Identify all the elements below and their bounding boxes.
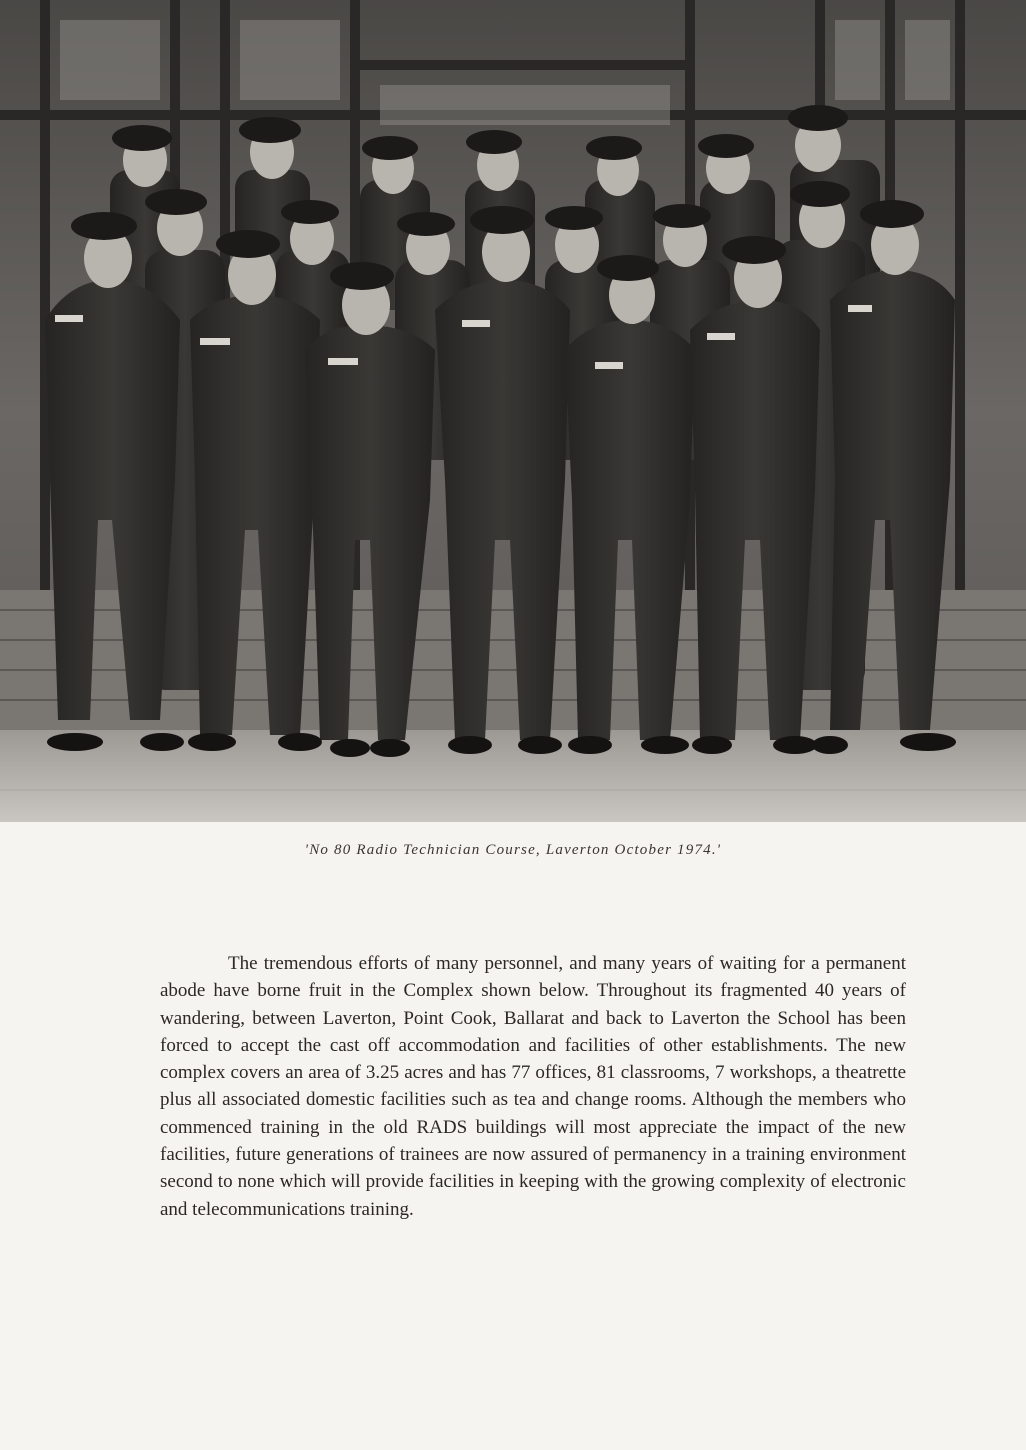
body-paragraph: The tremendous efforts of many personnel, and many years of waiting for a permanent abode have borne fruit in the Complex shown below. Throughout its fragmented 40 years of wandering, between Laverton, Point Cook, Ballarat and back to Laverton the School has been forced to accept the cast off accommodation and facilities of other establishments. The new complex covers an area of 3.25 acres and has 77 offices, 81 classrooms, 7 workshops, a theatrette plus all associated domestic facilities such as tea and change rooms. Although the members who commenced training in the old RADS buildings will most appreciate the impact of the new facilities, future generations of trainees are now assured of permanency in a training environment second to none which will provide facilities in keeping with the growing complexity of electronic and telecommunications training. (160, 953, 906, 1220)
photo-caption: 'No 80 Radio Technician Course, Laverton October 1974.' (304, 842, 722, 858)
